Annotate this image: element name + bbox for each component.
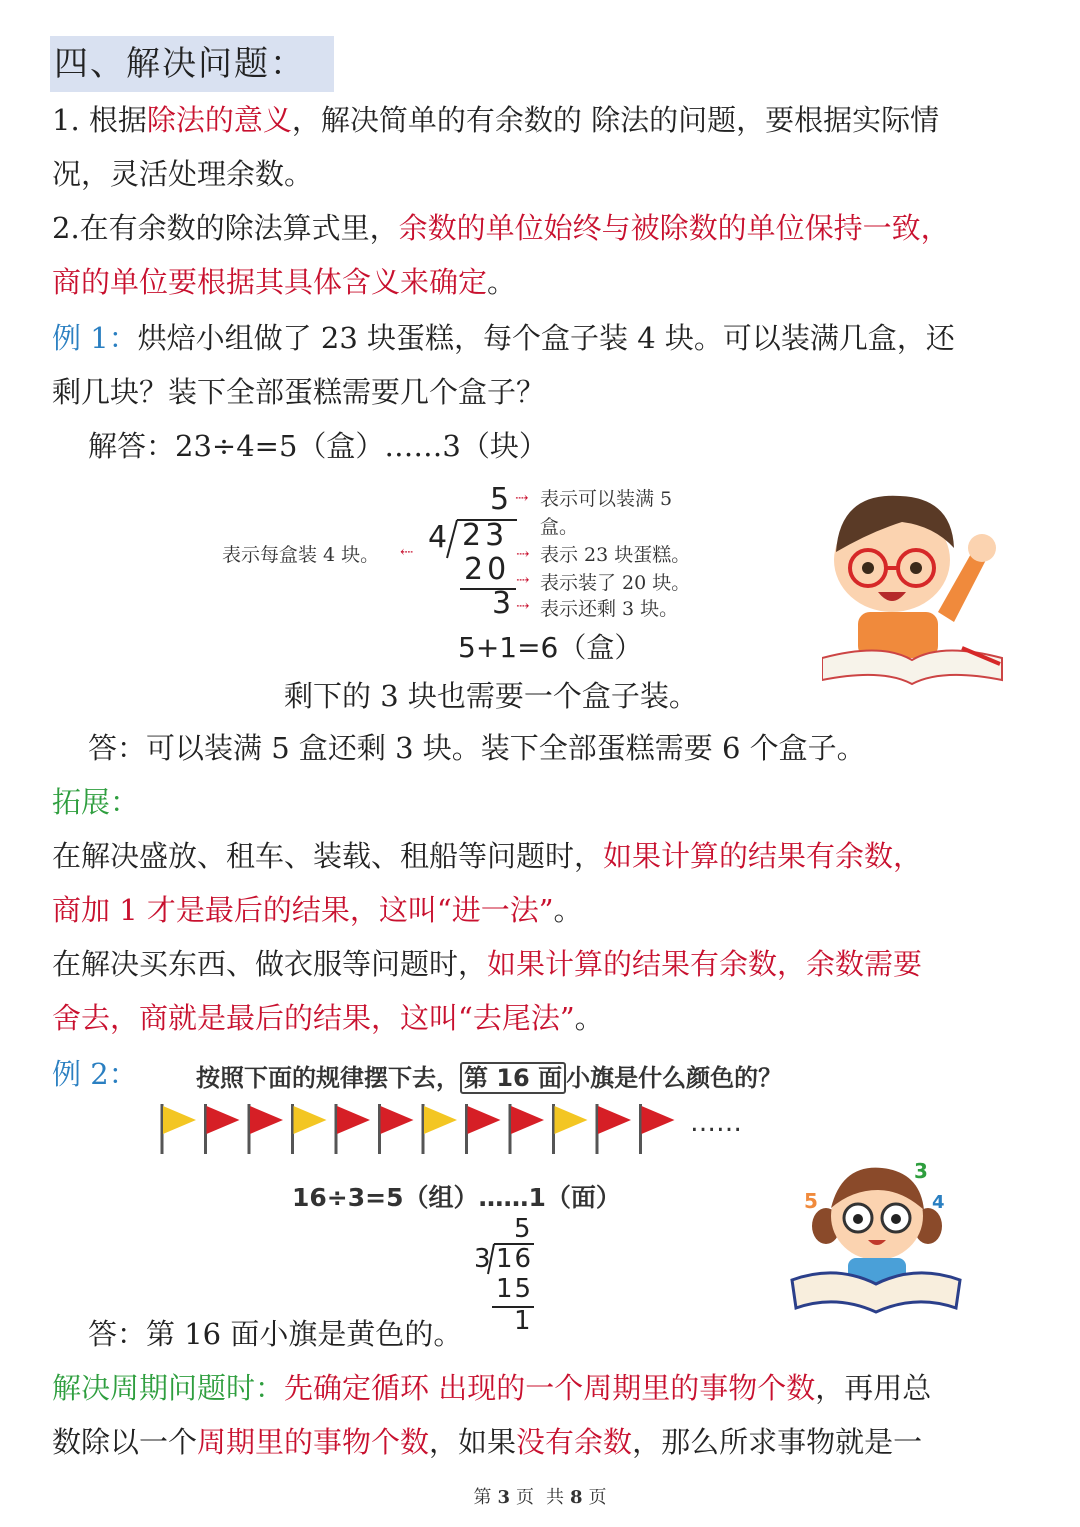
p1-red-term: 除法的意义 (146, 103, 292, 137)
example-2-question (196, 1058, 782, 1093)
footer-label-d: 页 (588, 1487, 607, 1508)
extension-label: 拓展： (52, 785, 140, 819)
example-1-answer: 答：可以装满 5 盒还剩 3 块。装下全部蛋糕需要 6 个盒子。 (88, 731, 866, 765)
ext-a-end: 。 (553, 893, 583, 927)
flag-ellipsis: …… (690, 1108, 742, 1138)
paragraph-1-line-1 (52, 100, 939, 140)
division-figure-2 (468, 1212, 548, 1336)
arrow-icon: ⇠ (400, 542, 414, 561)
example-1-explain: 剩下的 3 块也需要一个盒子装。 (284, 679, 698, 713)
divisor-3: 3 (474, 1244, 491, 1274)
ext-b-red-2: 舍去，商就是最后的结果，这叫“去尾法” (52, 1001, 575, 1035)
extension-b-line-2 (52, 998, 604, 1038)
section-title: 四、解决问题： (50, 36, 334, 92)
period-line-2 (52, 1422, 922, 1462)
note-product: 表示装了 20 块。 (540, 572, 691, 594)
flag-red (510, 1104, 544, 1154)
footer-label-c: 共 (546, 1487, 564, 1508)
boxes-total: 5+1=6（盒） (458, 631, 643, 664)
ext-a-lead: 在解决盛放、租车、装载、租船等问题时， (52, 839, 604, 873)
example-1-line-2: 剩几块？装下全部蛋糕需要几个盒子？ (52, 375, 546, 409)
question-b: 小旗是什么颜色的？ (566, 1064, 783, 1092)
flag-yellow (293, 1104, 327, 1154)
period-l2c: ，那么所求事物就是一 (632, 1425, 923, 1459)
division-figure-1 (200, 474, 720, 674)
period-green: 解决周期问题时： (52, 1371, 285, 1405)
paragraph-2-line-1 (52, 208, 950, 248)
note-quotient-b: 盒。 (540, 516, 579, 538)
note-remainder: 表示还剩 3 块。 (540, 598, 679, 620)
paragraph-2-line-2 (52, 262, 516, 302)
note-dividend: 表示 23 块蛋糕。 (540, 544, 691, 566)
period-l2-red-1: 周期里的事物个数 (197, 1425, 430, 1459)
divisor-4: 4 (428, 520, 448, 555)
example-1-label: 例 1： (52, 321, 138, 355)
p2-lead: 2.在有余数的除法算式里， (52, 211, 399, 245)
extension-b-line-1 (52, 944, 922, 984)
boy-illustration (822, 482, 1012, 688)
question-boxed: 第 16 面 (460, 1062, 566, 1094)
footer-total: 8 (570, 1487, 583, 1508)
period-mid: ，再用总 (815, 1371, 932, 1405)
flag-red (249, 1104, 283, 1154)
dividend-23: 23 (462, 518, 509, 553)
ext-b-end: 。 (574, 1001, 604, 1035)
svg-text:3: 3 (914, 1159, 928, 1183)
p2-end: 。 (487, 265, 517, 299)
p1-num: 1. 根据 (52, 103, 147, 137)
flag-yellow (162, 1104, 196, 1154)
flag-row (150, 1098, 770, 1158)
flag-yellow (423, 1104, 457, 1154)
remainder-3: 3 (492, 586, 512, 621)
flag-yellow (554, 1104, 588, 1154)
quotient-5: 5 (490, 482, 510, 517)
arrow-icon: ⇢ (516, 596, 530, 615)
period-l2-red-2: 没有余数 (516, 1425, 633, 1459)
remainder-1: 1 (514, 1306, 531, 1336)
period-l2b: ，如果 (429, 1425, 517, 1459)
extension-a-line-1 (52, 836, 922, 876)
footer-label-b: 页 (516, 1487, 534, 1508)
product-20: 20 (464, 552, 511, 587)
quotient-2: 5 (514, 1214, 531, 1244)
period-line-1 (52, 1368, 931, 1408)
flag-red (467, 1104, 501, 1154)
period-red-1: 先确定循环 出现的一个周期里的事物个数 (284, 1371, 816, 1405)
svg-text:4: 4 (932, 1192, 945, 1213)
svg-text:5: 5 (804, 1189, 818, 1213)
arrow-icon: ⇢ (515, 488, 529, 507)
p2-red-2: 商的单位要根据其具体含义来确定 (52, 265, 488, 299)
page-footer (0, 1483, 1080, 1509)
example-1-line-1 (52, 318, 955, 358)
ext-a-red-2: 商加 1 才是最后的结果，这叫“进一法” (52, 893, 554, 927)
example-1-text-1: 烘焙小组做了 23 块蛋糕，每个盒子装 4 块。可以装满几盒，还 (137, 321, 955, 355)
period-l2a: 数除以一个 (52, 1425, 198, 1459)
example-2-label: 例 2： (52, 1057, 138, 1091)
product-15: 15 (496, 1274, 534, 1304)
example-2-answer: 答：第 16 面小旗是黄色的。 (88, 1317, 463, 1351)
paragraph-1-line-2: 况，灵活处理余数。 (52, 157, 314, 191)
note-quotient-a: 表示可以装满 5 (540, 488, 673, 510)
girl-illustration (786, 1156, 966, 1316)
ext-a-red-1: 如果计算的结果有余数， (603, 839, 923, 873)
flag-red (597, 1104, 631, 1154)
arrow-icon: ⇢ (516, 570, 530, 589)
question-a: 按照下面的规律摆下去， (196, 1064, 460, 1092)
flag-red (336, 1104, 370, 1154)
example-2-equation: 16÷3=5（组）……1（面） (292, 1183, 621, 1212)
extension-a-line-2 (52, 890, 583, 930)
footer-label-a: 第 (473, 1487, 492, 1508)
arrow-icon: ⇢ (516, 544, 530, 563)
p1-rest: ，解决简单的有余数的 除法的问题，要根据实际情 (291, 103, 940, 137)
dividend-16: 16 (496, 1244, 534, 1274)
flag-red (206, 1104, 240, 1154)
note-divisor: 表示每盒装 4 块。 (222, 544, 380, 566)
footer-page: 3 (497, 1487, 510, 1508)
flag-red (380, 1104, 414, 1154)
ext-b-lead: 在解决买东西、做衣服等问题时， (52, 947, 488, 981)
ext-b-red-1: 如果计算的结果有余数，余数需要 (487, 947, 923, 981)
flag-red (641, 1104, 675, 1154)
example-1-solution: 解答：23÷4=5（盒）……3（块） (88, 429, 548, 463)
p2-red-1: 余数的单位始终与被除数的单位保持一致， (398, 211, 950, 245)
